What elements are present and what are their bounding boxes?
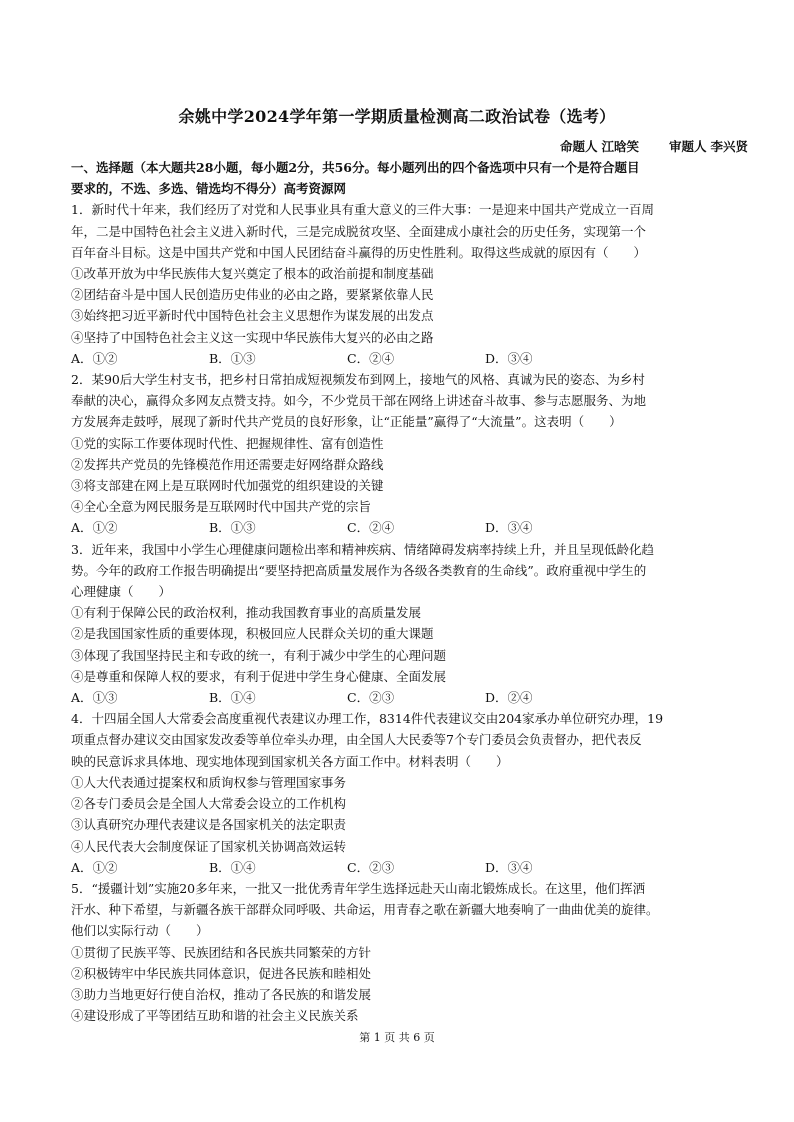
section-heading-line-2: 要求的，不选、多选、错选均不得分）高考资源网 <box>71 181 347 197</box>
statement-item: ①人大代表通过提案权和质询权参与管理国家事务 <box>71 774 347 790</box>
statement-item: ②团结奋斗是中国人民创造历史伟业的必由之路，要紧紧依靠人民 <box>71 287 434 303</box>
option-c: C．②④ <box>347 350 395 366</box>
question-stem-line: 1．新时代十年来，我们经历了对党和人民事业具有重大意义的三件大事：一是迎来中国共产党成立一百周 <box>71 202 654 218</box>
statement-item: ①改革开放为中华民族伟大复兴奠定了根本的政治前提和制度基础 <box>71 266 434 282</box>
question-3 <box>71 539 725 709</box>
author-line <box>556 137 748 155</box>
option-d: D．③④ <box>485 520 533 536</box>
statement-item: ①贯彻了民族平等、民族团结和各民族共同繁荣的方针 <box>71 944 372 960</box>
statement-item: ②各专门委员会是全国人大常委会设立的工作机构 <box>71 796 347 812</box>
option-b: B．①④ <box>209 690 256 706</box>
question-stem-line: 年，二是中国特色社会主义进入新时代，三是完成脱贫攻坚、全面建成小康社会的历史任务，实现第一个 <box>71 223 647 239</box>
statement-item: ④是尊重和保障人权的要求，有利于促进中学生身心健康、全面发展 <box>71 668 447 684</box>
statement-item: ①党的实际工作要体现时代性、把握规律性、富有创造性 <box>71 435 384 451</box>
setter-name: 江晗笑 <box>601 139 639 154</box>
statement-item: ④全心全意为网民服务是互联网时代中国共产党的宗旨 <box>71 499 372 515</box>
statement-item: ④坚持了中国特色社会主义这一实现中华民族伟大复兴的必由之路 <box>71 329 434 345</box>
question-stem-line: 4．十四届全国人大常委会高度重视代表建议办理工作，8314件代表建议交由204家承办单位研究办理，19 <box>71 711 664 727</box>
statement-item: ②是我国国家性质的重要体现，积极回应人民群众关切的重大课题 <box>71 626 434 642</box>
option-c: C．②④ <box>347 520 395 536</box>
option-a: A．①② <box>71 350 118 366</box>
option-a: A．①② <box>71 859 118 875</box>
answer-options <box>71 517 725 538</box>
statement-item: ④建设形成了平等团结互助和谐的社会主义民族关系 <box>71 1008 359 1024</box>
statement-item: ③认真研究办理代表建议是各国家机关的法定职责 <box>71 817 347 833</box>
statement-item: ③始终把习近平新时代中国特色社会主义思想作为谋发展的出发点 <box>71 308 434 324</box>
option-c: C．②③ <box>347 859 395 875</box>
option-d: D．③④ <box>485 859 533 875</box>
question-stem-line: 方发展奔走鼓呼，展现了新时代共产党员的良好形象，让“正能量”赢得了“大流量”。这表明（ ） <box>71 414 622 430</box>
option-b: B．①③ <box>209 350 256 366</box>
section-heading-line-1: 一、选择题（本大题共28小题，每小题2分，共56分。每小题列出的四个备选项中只有一个是符合题目 <box>71 160 640 175</box>
question-stem-line: 势。今年的政府工作报告明确提出“要坚持把高质量发展作为各级各类教育的生命线”。政府重视中学生的 <box>71 562 647 578</box>
question-stem-line: 映的民意诉求具体地、现实地体现到国家机关各方面工作中。材料表明（ ） <box>71 753 509 769</box>
statement-item: ①有利于保障公民的政治权利，推动我国教育事业的高质量发展 <box>71 605 422 621</box>
statement-item: ②发挥共产党员的先锋模范作用还需要走好网络群众路线 <box>71 456 384 472</box>
option-c: C．②③ <box>347 690 395 706</box>
question-stem-line: 3．近年来，我国中小学生心理健康问题检出率和精神疾病、情绪障碍发病率持续上升，并且呈现低龄化趋 <box>71 541 654 557</box>
answer-options <box>71 687 725 708</box>
statement-item: ③将支部建在网上是互联网时代加强党的组织建设的关键 <box>71 478 384 494</box>
question-stem-line: 心理健康（ ） <box>71 584 172 600</box>
option-b: B．①④ <box>209 859 256 875</box>
option-a: A．①② <box>71 520 118 536</box>
setter-label: 命题人 <box>559 139 598 154</box>
question-stem-line: 项重点督办建议交由国家发改委等单位牵头办理，由全国人大民委等7个专门委员会负责督办，把代表反 <box>71 732 642 748</box>
question-4 <box>71 708 725 878</box>
option-d: D．②④ <box>485 690 533 706</box>
statement-item: ④人民代表大会制度保证了国家机关协调高效运转 <box>71 838 347 854</box>
exam-content <box>71 157 725 1026</box>
question-stem-line: 2．某90后大学生村支书，把乡村日常拍成短视频发布到网上，接地气的风格、真诚为民的姿态、为乡村 <box>71 372 645 388</box>
reviewer-label: 审题人 <box>668 139 707 154</box>
option-b: B．①③ <box>209 520 256 536</box>
answer-options <box>71 348 725 369</box>
option-a: A．①③ <box>71 690 118 706</box>
statement-item: ②积极铸牢中华民族共同体意识，促进各民族和睦相处 <box>71 965 372 981</box>
question-stem-line: 百年奋斗目标。这是中国共产党和中国人民团结奋斗赢得的历史性胜利。取得这些成就的原因有（ ） <box>71 244 647 260</box>
question-2 <box>71 369 725 539</box>
question-5 <box>71 878 725 1026</box>
reviewer-name: 李兴贤 <box>710 139 748 154</box>
question-stem-line: 他们以实际行动（ ） <box>71 923 209 939</box>
page-footer: 第 1 页 共 6 页 <box>359 1031 435 1044</box>
page-title: 余姚中学2024学年第一学期质量检测高二政治试卷（选考） <box>178 107 616 126</box>
question-stem-line: 奉献的决心，赢得众多网友点赞支持。如今，不少党员干部在网络上讲述奋斗故事、参与志愿服务、为地 <box>71 393 647 409</box>
statement-item: ③助力当地更好行使自治权，推动了各民族的和谐发展 <box>71 986 372 1002</box>
question-1 <box>71 199 725 369</box>
question-stem-line: 5．“援疆计划”实施20多年来，一批又一批优秀青年学生选择远赴天山南北锻炼成长。在这里，他们挥洒 <box>71 880 646 896</box>
question-stem-line: 汗水、种下希望，与新疆各族干部群众同呼吸、共命运，用青春之歌在新疆大地奏响了一曲曲优美的旋律。 <box>71 902 659 918</box>
option-d: D．③④ <box>485 350 533 366</box>
statement-item: ③体现了我国坚持民主和专政的统一，有利于减少中学生的心理问题 <box>71 647 447 663</box>
answer-options <box>71 857 725 878</box>
